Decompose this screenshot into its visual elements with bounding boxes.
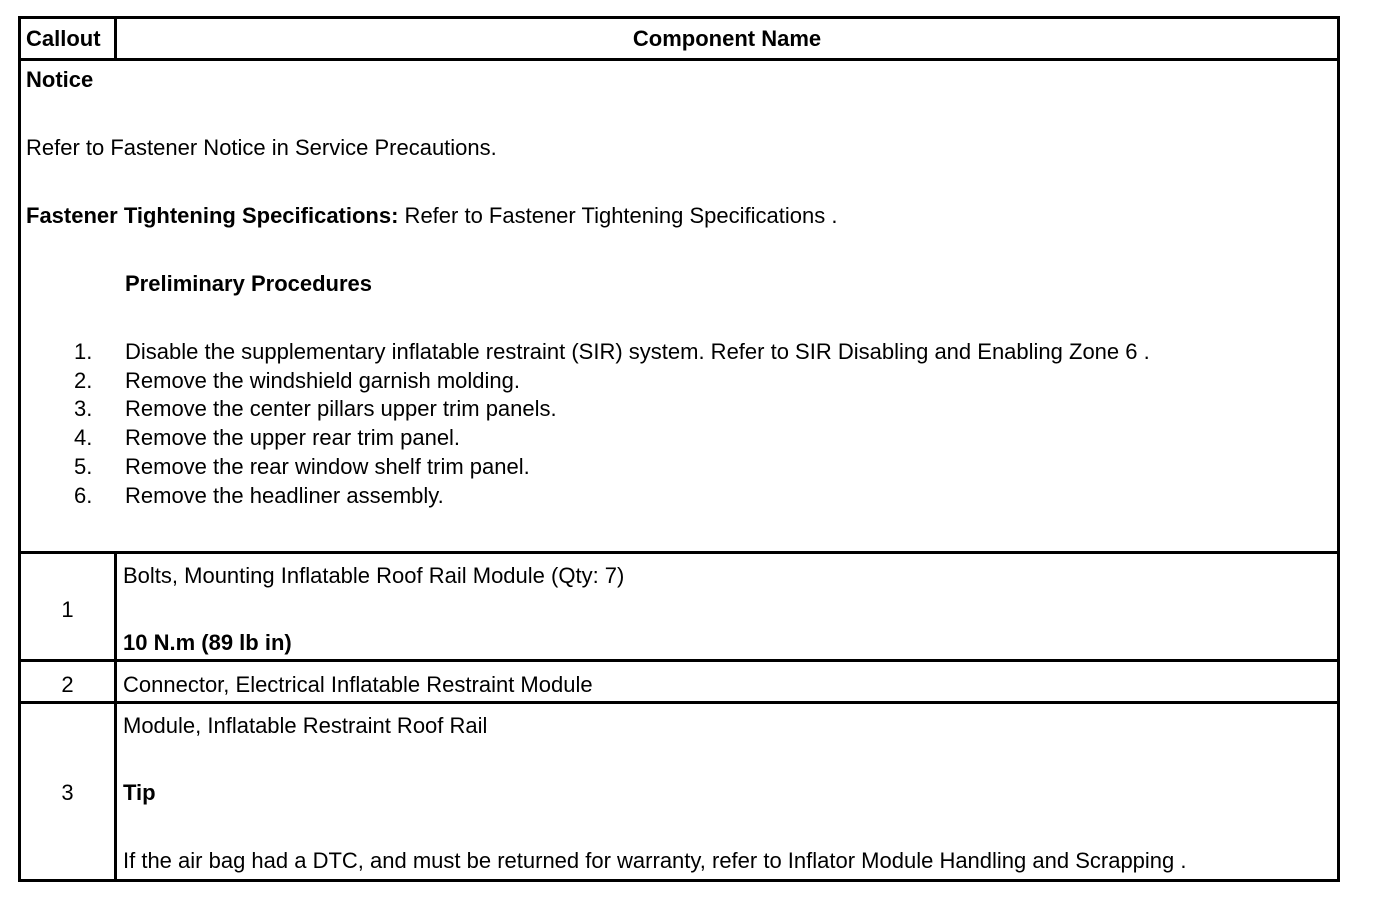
row-divider [18,551,1340,554]
step-text: Remove the headliner assembly. [125,483,444,508]
fastener-spec-label: Fastener Tightening Specifications: [26,203,399,228]
row-component-name: Module, Inflatable Restraint Roof Rail [123,713,488,738]
column-divider [114,551,117,882]
component-table [18,16,1340,882]
notice-text: Refer to Fastener Notice in Service Precautions. [26,135,497,160]
row-callout: 3 [61,780,74,805]
header-divider [18,58,1340,61]
row-divider [18,659,1340,662]
step-number: 5. [74,454,93,479]
step-number: 4. [74,425,93,450]
step-number: 2. [74,368,93,393]
row-component-name: Bolts, Mounting Inflatable Roof Rail Module (Qty: 7) [123,563,625,588]
step-text: Remove the windshield garnish molding. [125,368,520,393]
table-border-bottom [18,879,1340,882]
table-border-right [1337,16,1340,882]
row-callout: 1 [61,597,74,622]
row-component-name: Connector, Electrical Inflatable Restraint Module [123,672,593,697]
header-component-name: Component Name [632,26,822,51]
step-text: Disable the supplementary inflatable restraint (SIR) system. Refer to SIR Disabling and Enabling Zone 6 . [125,339,1150,364]
step-text: Remove the center pillars upper trim panels. [125,396,557,421]
step-text: Remove the rear window shelf trim panel. [125,454,530,479]
step-number: 3. [74,396,93,421]
step-number: 1. [74,339,93,364]
tip-title: Tip [123,780,156,805]
row-callout: 2 [61,672,74,697]
table-border-top [18,16,1340,19]
tip-text: If the air bag had a DTC, and must be returned for warranty, refer to Inflator Module Handling and Scrapping . [123,848,1187,873]
step-text: Remove the upper rear trim panel. [125,425,461,450]
table-border-left [18,16,21,882]
fastener-spec-text: Refer to Fastener Tightening Specifications . [398,203,838,228]
step-number: 6. [74,483,93,508]
notice-title: Notice [26,67,94,92]
header-callout: Callout [26,26,101,51]
row-divider [18,701,1340,704]
fastener-spec-line [26,203,837,229]
preliminary-title: Preliminary Procedures [125,271,373,296]
torque-spec: 10 N.m (89 lb in) [123,630,292,655]
